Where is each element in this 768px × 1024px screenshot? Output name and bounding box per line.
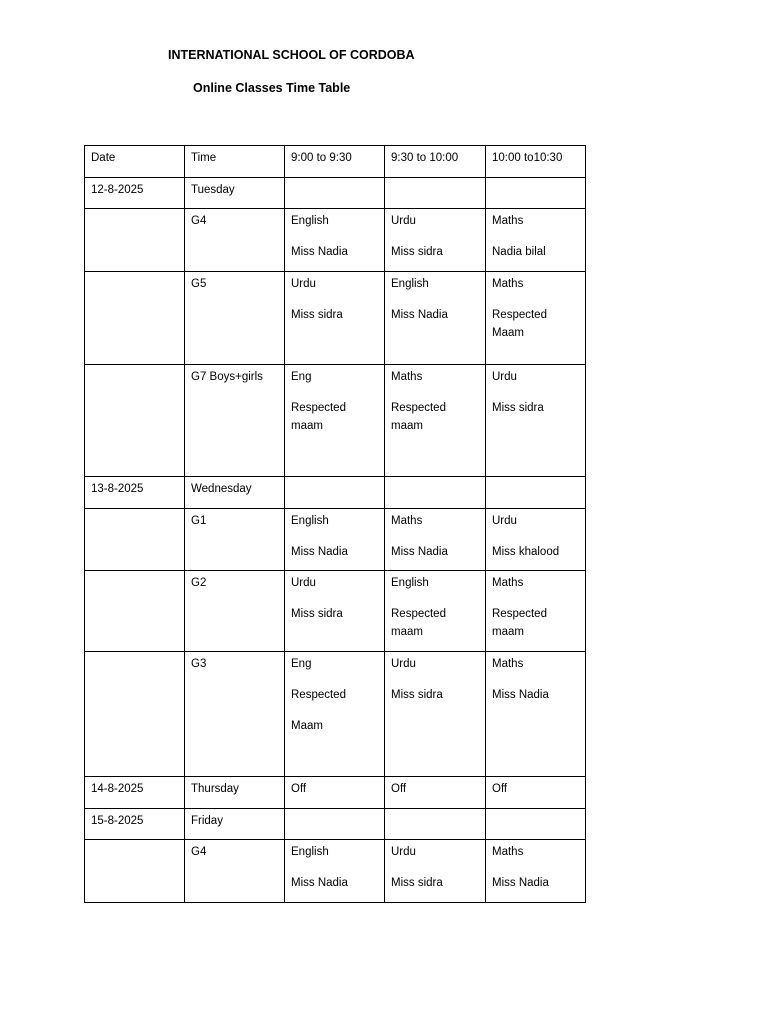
time-cell: G2 xyxy=(185,571,285,652)
slot-cell xyxy=(285,571,385,652)
teacher: Respected maam xyxy=(492,608,547,638)
table-header-row xyxy=(85,146,586,178)
slot-cell xyxy=(285,477,385,509)
table-row xyxy=(85,509,586,571)
subject: Maths xyxy=(492,278,524,290)
subject: Eng xyxy=(291,658,312,670)
slot-cell xyxy=(385,840,486,903)
slot-cell xyxy=(486,272,586,365)
teacher: Nadia bilal xyxy=(492,246,546,258)
date-cell: 15-8-2025 xyxy=(85,809,185,840)
date-cell xyxy=(85,272,185,365)
subject: Maths xyxy=(492,846,524,858)
teacher: Miss sidra xyxy=(291,608,343,620)
time-cell: Tuesday xyxy=(185,178,285,209)
slot-cell xyxy=(385,178,486,209)
subject: Urdu xyxy=(391,658,416,670)
slot-cell xyxy=(385,809,486,840)
subject: Maths xyxy=(391,371,423,383)
header-date: Date xyxy=(85,146,185,178)
teacher: Respected xyxy=(291,689,346,701)
slot-cell xyxy=(385,509,486,571)
slot-cell xyxy=(285,272,385,365)
time-cell: G5 xyxy=(185,272,285,365)
date-cell: 13-8-2025 xyxy=(85,477,185,509)
slot-cell xyxy=(285,840,385,903)
slot-cell xyxy=(486,571,586,652)
teacher: Miss sidra xyxy=(391,246,443,258)
table-row xyxy=(85,809,586,840)
teacher: Respected maam xyxy=(391,608,446,638)
slot-cell xyxy=(385,477,486,509)
date-cell xyxy=(85,365,185,477)
teacher: Miss Nadia xyxy=(291,546,348,558)
time-cell: G3 xyxy=(185,652,285,777)
slot-cell xyxy=(385,652,486,777)
subject: Off xyxy=(291,783,307,795)
date-cell: 14-8-2025 xyxy=(85,777,185,809)
teacher: Miss sidra xyxy=(391,689,443,701)
slot-cell xyxy=(385,571,486,652)
school-title: INTERNATIONAL SCHOOL OF CORDOBA xyxy=(168,48,415,62)
table-row xyxy=(85,477,586,509)
slot-cell xyxy=(385,209,486,272)
slot-cell xyxy=(285,777,385,809)
time-cell: G4 xyxy=(185,840,285,903)
slot-cell xyxy=(285,178,385,209)
subject: Urdu xyxy=(391,846,416,858)
slot-cell xyxy=(385,777,486,809)
slot-cell xyxy=(385,272,486,365)
subject: Off xyxy=(391,783,407,795)
slot-cell xyxy=(486,509,586,571)
slot-cell xyxy=(285,209,385,272)
date-cell xyxy=(85,840,185,903)
slot-cell xyxy=(486,777,586,809)
subject: Urdu xyxy=(291,278,316,290)
slot-cell xyxy=(486,477,586,509)
timetable-subtitle: Online Classes Time Table xyxy=(193,81,351,95)
teacher: Miss Nadia xyxy=(492,689,549,701)
teacher: Miss Nadia xyxy=(291,246,348,258)
teacher: Miss Nadia xyxy=(291,877,348,889)
slot-cell xyxy=(486,178,586,209)
teacher: Respected maam xyxy=(291,402,346,432)
teacher: Respected Maam xyxy=(492,309,547,339)
teacher: Miss sidra xyxy=(291,309,343,321)
date-cell xyxy=(85,652,185,777)
slot-cell xyxy=(385,365,486,477)
header-slot-2: 9:30 to 10:00 xyxy=(385,146,486,178)
teacher: Miss Nadia xyxy=(391,546,448,558)
slot-cell xyxy=(486,365,586,477)
subject: Urdu xyxy=(291,577,316,589)
slot-cell xyxy=(486,840,586,903)
subject: Eng xyxy=(291,371,312,383)
slot-cell xyxy=(285,652,385,777)
slot-cell xyxy=(285,809,385,840)
header-slot-3: 10:00 to10:30 xyxy=(486,146,586,178)
subject: English xyxy=(291,215,329,227)
subject: Urdu xyxy=(391,215,416,227)
subject: Maths xyxy=(492,577,524,589)
subject: Off xyxy=(492,783,508,795)
slot-cell xyxy=(285,509,385,571)
subject: Maths xyxy=(492,215,524,227)
teacher-line-2: Maam xyxy=(291,720,323,732)
subject: English xyxy=(391,577,429,589)
subject: Urdu xyxy=(492,515,517,527)
subject: English xyxy=(291,846,329,858)
table-row xyxy=(85,365,586,477)
time-cell: G4 xyxy=(185,209,285,272)
teacher: Respected maam xyxy=(391,402,446,432)
time-cell: G7 Boys+girls xyxy=(185,365,285,477)
header-slot-1: 9:00 to 9:30 xyxy=(285,146,385,178)
teacher: Miss Nadia xyxy=(492,877,549,889)
table-row xyxy=(85,209,586,272)
subject: English xyxy=(391,278,429,290)
teacher: Miss sidra xyxy=(492,402,544,414)
time-cell: Thursday xyxy=(185,777,285,809)
time-cell: Friday xyxy=(185,809,285,840)
teacher: Miss Nadia xyxy=(391,309,448,321)
subject: Maths xyxy=(391,515,423,527)
slot-cell xyxy=(486,209,586,272)
header-time: Time xyxy=(185,146,285,178)
subject: Maths xyxy=(492,658,524,670)
date-cell xyxy=(85,509,185,571)
teacher: Miss sidra xyxy=(391,877,443,889)
table-row xyxy=(85,840,586,903)
timetable xyxy=(84,145,586,903)
subject: Urdu xyxy=(492,371,517,383)
date-cell xyxy=(85,209,185,272)
table-row xyxy=(85,652,586,777)
date-cell: 12-8-2025 xyxy=(85,178,185,209)
slot-cell xyxy=(486,652,586,777)
teacher: Miss khalood xyxy=(492,546,560,558)
table-row xyxy=(85,777,586,809)
time-cell: G1 xyxy=(185,509,285,571)
date-cell xyxy=(85,571,185,652)
slot-cell xyxy=(486,809,586,840)
time-cell: Wednesday xyxy=(185,477,285,509)
subject: English xyxy=(291,515,329,527)
table-row xyxy=(85,272,586,365)
table-row xyxy=(85,571,586,652)
table-row xyxy=(85,178,586,209)
slot-cell xyxy=(285,365,385,477)
